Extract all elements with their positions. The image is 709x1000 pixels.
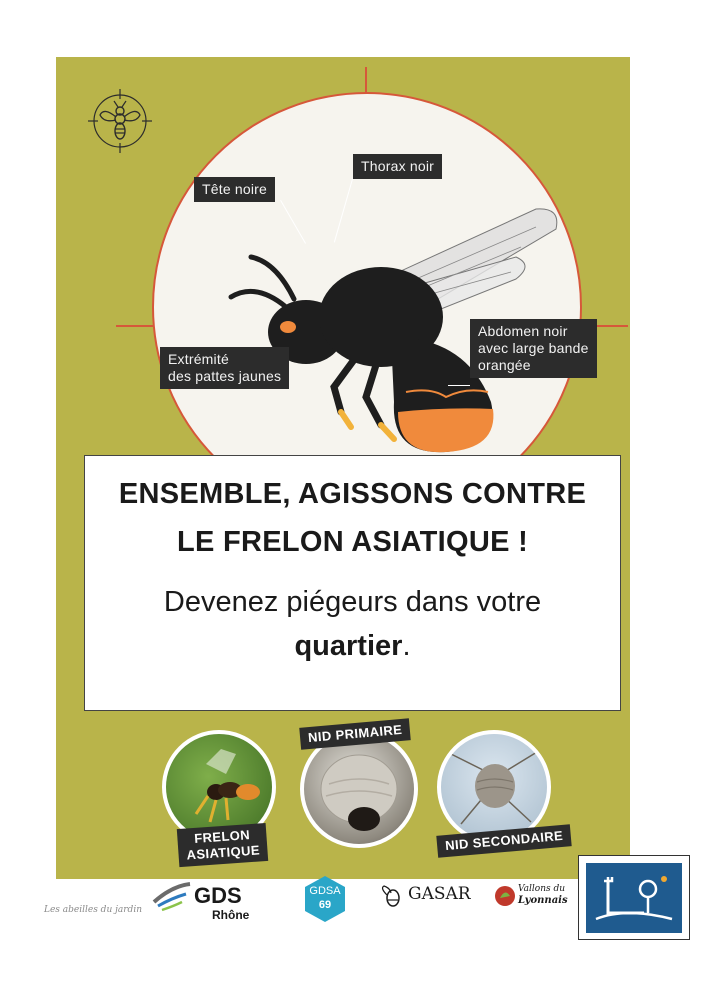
bee-target-icon xyxy=(84,85,156,157)
subline xyxy=(85,580,620,668)
subline-period: . xyxy=(402,630,411,662)
vallons-line2: Lyonnais xyxy=(518,895,568,906)
vallons-line1: Vallons du xyxy=(518,884,566,894)
logo-gasar: GASAR xyxy=(408,884,471,904)
municipal-logo-frame xyxy=(578,855,690,940)
logo-gdsa xyxy=(303,875,347,923)
logo-gds-rhone: Rhône xyxy=(212,908,250,922)
logo-abeilles-jardin: Les abeilles du jardin xyxy=(44,905,142,915)
label-head: Tête noire xyxy=(194,177,275,202)
subline-text: Devenez piégeurs dans votre xyxy=(163,586,542,618)
gasar-bee-icon xyxy=(378,882,408,912)
logo-gds: GDS xyxy=(194,883,242,908)
logo-gds-mark xyxy=(152,880,192,912)
label-thorax: Thorax noir xyxy=(353,154,442,179)
tag-nid-secondaire: NID SECONDAIRE xyxy=(436,824,572,858)
main-message-box xyxy=(84,455,621,711)
tag-nid-primaire: NID PRIMAIRE xyxy=(299,718,411,750)
nid-primaire-drawing xyxy=(304,734,414,844)
vallons-leaf-icon xyxy=(494,884,516,908)
nid-secondaire-drawing xyxy=(441,734,547,840)
logo-vallons xyxy=(518,884,568,906)
label-legs: Extrémité des pattes jaunes xyxy=(160,347,289,389)
gdsa-number: 69 xyxy=(318,899,332,911)
tag-frelon: FRELON ASIATIQUE xyxy=(177,823,269,867)
subline-bold: quartier xyxy=(294,630,403,662)
gdsa-label: GDSA xyxy=(309,885,341,897)
label-abdomen: Abdomen noir avec large bande orangée xyxy=(470,319,597,378)
headline: ENSEMBLE, AGISSONS CONTRE LE FRELON ASIATIQUE ! xyxy=(118,478,587,558)
leader-abdomen xyxy=(448,385,470,386)
municipal-logo-icon xyxy=(586,863,682,933)
